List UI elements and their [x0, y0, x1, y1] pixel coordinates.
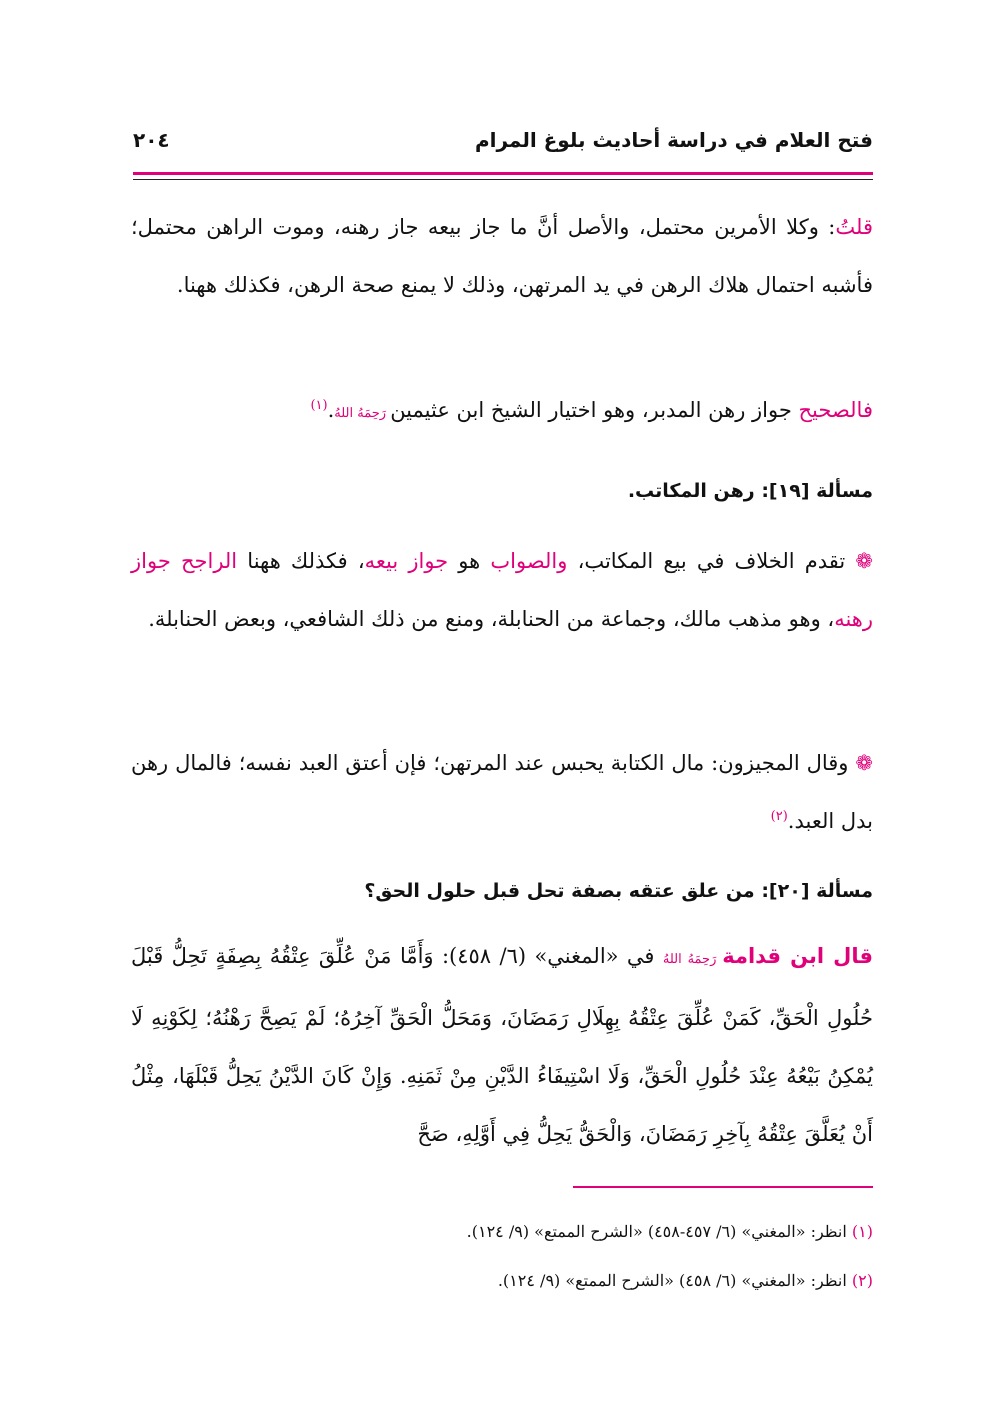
footnote-text: انظر: «المغني» (٦/ ٤٥٧-٤٥٨) «الشرح الممتع» (٩/ ١٢٤).: [466, 1222, 852, 1241]
paragraph-text: : وكلا الأمرين محتمل، والأصل أنَّ ما جاز بيعه جاز رهنه، وموت الراهن محتمل؛ فأشبه احتمال هلاك الرهن في يد المرتهن، وذلك لا يمنع صحة الرهن، فكذلك ههنا.: [131, 215, 873, 297]
paragraph-text: وقال المجيزون: مال الكتابة يحبس عند المرتهن؛ فإن أعتق العبد نفسه؛ فالمال رهن بدل العبد.: [131, 751, 873, 833]
flower-bullet-icon: ❁: [855, 751, 873, 775]
highlight-sawab: والصواب: [490, 549, 568, 573]
paragraph-text: جواز رهن المدبر، وهو اختيار الشيخ ابن عثيمين: [390, 398, 799, 422]
footnote-ref-1[interactable]: (١): [310, 398, 328, 413]
honorific: رَحِمَهُ اللهُ: [662, 952, 723, 967]
footnote-2: [131, 1271, 873, 1290]
text-part: ، فكذلك ههنا: [237, 549, 365, 573]
paragraph-mujizun: [131, 734, 873, 850]
issue-label: مسألة [٢٠]:: [761, 880, 873, 902]
lead-word: قلتُ: [835, 215, 873, 239]
paragraph-sahih: [131, 381, 873, 443]
highlight-rajih: الراجح جواز رهنه: [131, 549, 873, 631]
text-part: هو: [448, 549, 491, 573]
highlight-jawaz-bay: جواز بيعه: [364, 549, 449, 573]
issue-heading-19: [131, 480, 873, 502]
issue-title: رهن المكاتب.: [627, 480, 762, 502]
header-rule-thin: [133, 179, 873, 180]
text-part: ، وهو مذهب مالك، وجماعة من الحنابلة، ومنع من ذلك الشافعي، وبعض الحنابلة.: [148, 607, 835, 631]
honorific: رَحِمَهُ اللهُ: [334, 406, 391, 421]
quote-text: في «المغني» (٦/ ٤٥٨): وَأَمَّا مَنْ عُلِّقَ عِتْقُهُ بِصِفَةٍ تَحِلُّ قَبْلَ حُلُولِ الْحَقِّ، كَمَنْ عُلِّقَ عِتْقُهُ بِهِلَالِ رَمَضَانَ، وَمَحَلُّ الْحَقِّ آخِرُهُ؛ لَمْ يَصِحَّ رَهْنُهُ؛ لِكَوْنِهِ لَا يُمْكِنُ بَيْعُهُ عِنْدَ حُلُولِ الْحَقِّ، وَلَا اسْتِيفَاءُ الدَّيْنِ مِنْ ثَمَنِهِ. وَإِنْ كَانَ الدَّيْنُ يَحِلُّ قَبْلَهَا، مِثْلُ أَنْ يُعَلَّقَ عِتْقُهُ بِآخِرِ رَمَضَانَ، وَالْحَقُّ يَحِلُّ فِي أَوَّلِهِ، صَحَّ: [131, 944, 873, 1146]
text-part: تقدم الخلاف في بيع المكاتب،: [567, 549, 856, 573]
footnote-text: انظر: «المغني» (٦/ ٤٥٨) «الشرح الممتع» (٩/ ١٢٤).: [497, 1271, 852, 1290]
header-rule-accent: [133, 172, 873, 175]
footnote-1: [131, 1222, 873, 1241]
page-number: ٢٠٤: [133, 128, 170, 152]
footnote-ref-2[interactable]: (٢): [770, 809, 788, 824]
paragraph-qultu: [131, 198, 873, 314]
flower-bullet-icon: ❁: [855, 549, 873, 573]
footnote-separator: [573, 1186, 873, 1188]
book-title: فتح العلام في دراسة أحاديث بلوغ المرام: [474, 128, 873, 152]
paragraph-khilaf: [131, 532, 873, 648]
footnote-number: (١): [851, 1222, 873, 1241]
full-stop: .: [327, 398, 335, 422]
running-header: [133, 128, 873, 168]
issue-label: مسألة [١٩]:: [761, 480, 873, 502]
footnote-number: (٢): [851, 1271, 873, 1290]
lead-word: فالصحيح: [798, 398, 873, 422]
issue-title: من علق عتقه بصفة تحل قبل حلول الحق؟: [364, 880, 762, 902]
issue-heading-20: [131, 880, 873, 902]
lead-word: قال ابن قدامة: [722, 944, 873, 968]
paragraph-ibn-qudama: [131, 927, 873, 1163]
